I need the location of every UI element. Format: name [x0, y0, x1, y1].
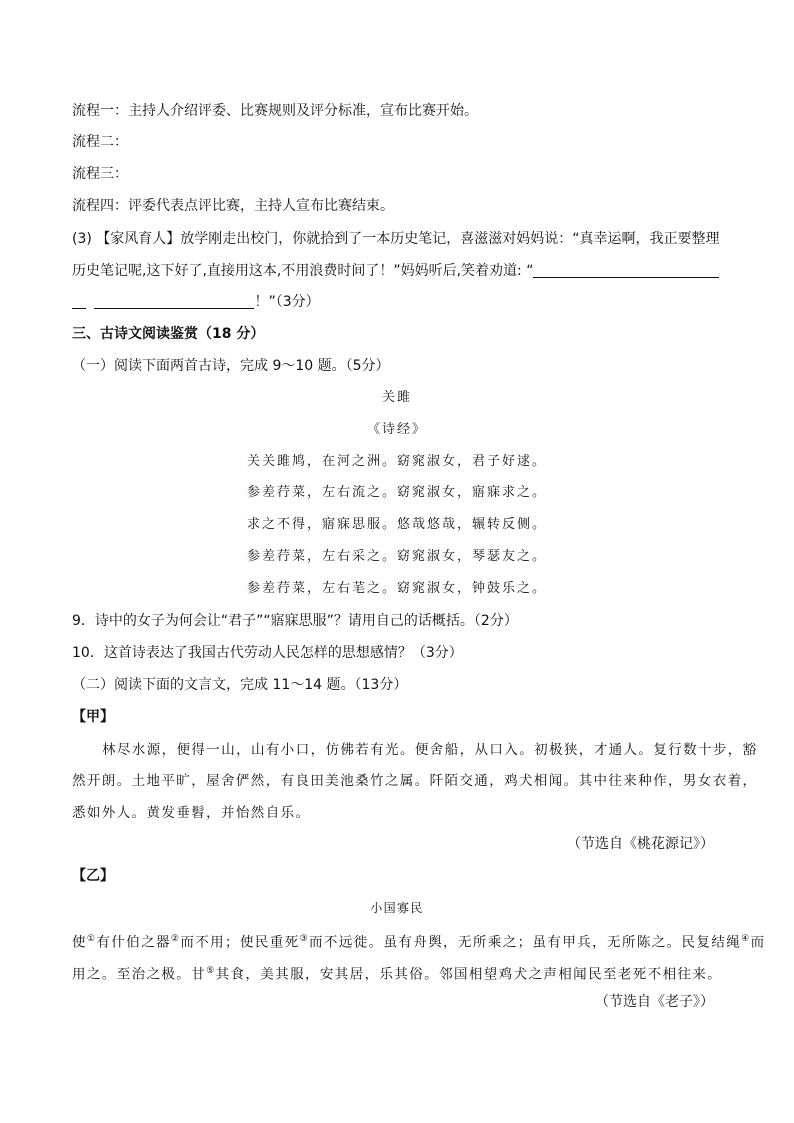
part-2-intro: （二）阅读下面的文言文，完成 11～14 题。（13分） — [72, 677, 408, 693]
question-3-line2 — [72, 261, 719, 281]
question-3-score: ！”（3分） — [254, 294, 320, 310]
flow-step-1: 流程一：主持人介绍评委、比赛规则及评分标准，宣布比赛开始。 — [72, 103, 478, 119]
yi-text: 而不远徙。虽有舟舆，无所乘之；虽有甲兵，无所陈之。民复结绳 — [309, 934, 742, 951]
passage-jia-source: （节选自《桃花源记》） — [567, 836, 714, 852]
passage-jia-line: 然开朗。土地平旷，屋舍俨然，有良田美池桑竹之属。阡陌交通，鸡犬相闻。其中往来种作，男女衣着， — [72, 773, 758, 789]
passage-jia-line: 林尽水源，便得一山，山有小口，仿佛若有光。便舍船，从口入。初极狭，才通人。复行数十步，豁 — [102, 742, 758, 758]
flow-step-3: 流程三： — [72, 166, 128, 182]
passage-yi-source: （节选自《老子》） — [595, 994, 714, 1010]
question-3-text: 历史笔记呢,这下好了,直接用这本,不用浪费时间了！”妈妈听后,笑着劝道: “ — [72, 263, 534, 279]
poem-line: 参差荇菜，左右流之。窈窕淑女，寤寐求之。 — [246, 485, 547, 500]
question-3-line1: (3) 【家风育人】放学刚走出校门，你就拾到了一本历史笔记，喜滋滋对妈妈说：“真幸运啊，我正要整理 — [72, 231, 720, 247]
answer-blank-2[interactable] — [72, 294, 86, 309]
passage-jia-label: 【甲】 — [72, 709, 114, 725]
poem-line: 参差荇菜，左右采之。窈窕淑女，琴瑟友之。 — [246, 549, 547, 564]
yi-text: 用之。至治之极。甘 — [72, 966, 207, 983]
poem-title: 关雎 — [381, 390, 412, 405]
question-10: 10．这首诗表达了我国古代劳动人民怎样的思想感情？（3分） — [72, 645, 463, 661]
poem-line: 关关雎鸠，在河之洲。窈窕淑女，君子好逑。 — [246, 454, 547, 469]
yi-text: 有什伯之器 — [96, 934, 171, 951]
poem-line: 求之不得，寤寐思服。悠哉悠哉，辗转反侧。 — [246, 517, 547, 532]
part-1-intro: （一）阅读下面两首古诗，完成 9～10 题。（5分） — [72, 358, 390, 374]
answer-blank-1[interactable] — [533, 263, 719, 278]
question-9: 9．诗中的女子为何会让“君子”“寤寐思服”？请用自己的话概括。（2分） — [72, 613, 518, 629]
section-3-title: 三、古诗文阅读鉴赏（18 分） — [72, 326, 265, 342]
flow-step-2: 流程二： — [72, 134, 128, 150]
poem-line: 参差荇菜，左右芼之。窈窕淑女，钟鼓乐之。 — [246, 581, 547, 596]
yi-text: 其食，美其服，安其居，乐其俗。邻国相望鸡犬之声相闻民至老死不相往来。 — [215, 966, 723, 983]
passage-yi-line2 — [72, 961, 722, 985]
answer-blank-3[interactable] — [94, 294, 254, 309]
passage-yi-label: 【乙】 — [72, 868, 114, 884]
footnote-marker: ③ — [299, 934, 310, 944]
footnote-marker: ④ — [741, 934, 751, 944]
passage-yi-title: 小国寡民 — [370, 901, 424, 915]
footnote-marker: ⑤ — [206, 966, 216, 976]
footnote-marker: ① — [86, 934, 97, 944]
yi-text: 而 — [750, 934, 766, 951]
yi-text: 而不用；使民重死 — [180, 934, 300, 951]
passage-yi-line1 — [72, 929, 766, 953]
question-3-line3 — [72, 292, 320, 312]
passage-jia-line: 悉如外人。黄发垂髫，并怡然自乐。 — [72, 805, 311, 821]
yi-text: 使 — [72, 934, 87, 951]
footnote-marker: ② — [170, 934, 181, 944]
flow-step-4: 流程四：评委代表点评比赛，主持人宣布比赛结束。 — [72, 198, 394, 214]
poem-source: 《诗经》 — [366, 422, 427, 437]
